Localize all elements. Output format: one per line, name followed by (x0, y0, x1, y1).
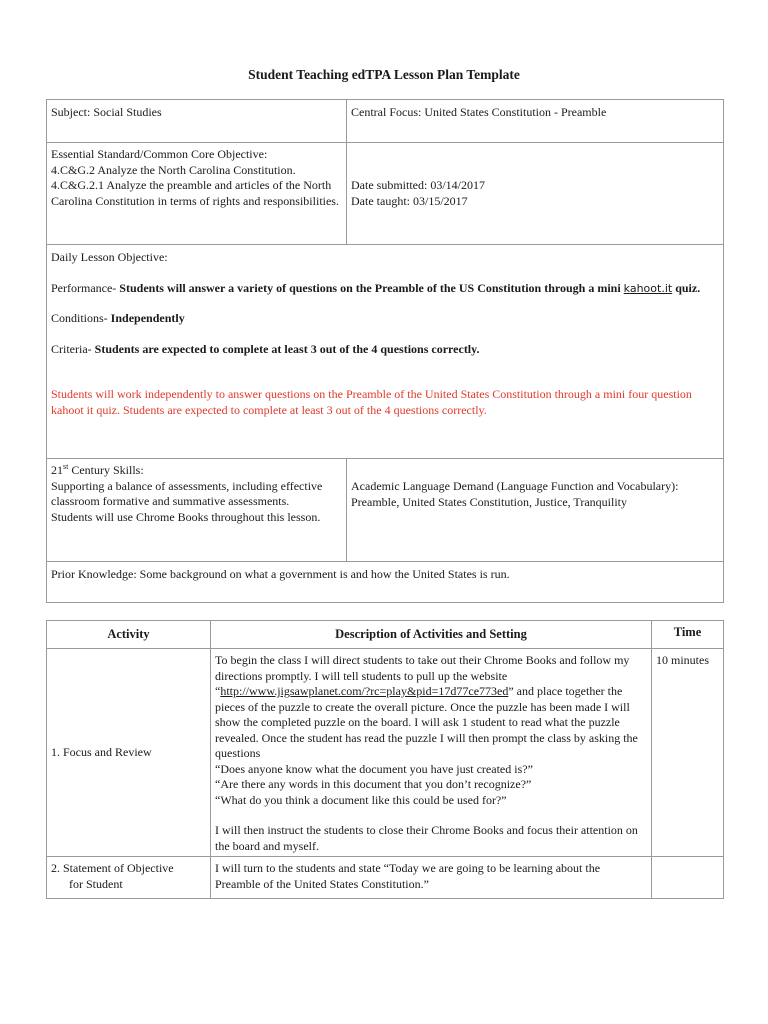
prior-knowledge-text: Prior Knowledge: Some background on what a government is and how the United States is run. (51, 567, 510, 581)
kahoot-link[interactable]: kahoot.it (623, 281, 673, 295)
conditions-line (51, 311, 719, 327)
time-cell (652, 857, 724, 899)
subject-text: Subject: Social Studies (51, 105, 162, 119)
table-row (47, 857, 724, 899)
table-row (47, 649, 724, 857)
question-3: “What do you think a document like this could be used for?” (215, 792, 507, 807)
skills-line-2: Students will use Chrome Books throughout this lesson. (51, 509, 321, 524)
description-cell (211, 857, 652, 899)
objective-statement: I will turn to the students and state “Today we are going to be learning about the Preamble of the United States Constitution.” (215, 861, 601, 891)
time-header: Time (652, 621, 724, 649)
question-1: “Does anyone know what the document you have just created is?” (215, 761, 533, 776)
quiz-text: quiz. (675, 280, 701, 295)
standard-line-2: 4.C&G.2.1 Analyze the preamble and articles of the North Carolina Constitution in terms of rights and responsibilities. (51, 178, 339, 208)
performance-label: Performance- (51, 280, 117, 295)
objective-cell (47, 245, 724, 459)
date-submitted: Date submitted: 03/14/2017 (351, 178, 485, 192)
question-2: “Are there any words in this document that you don’t recognize?” (215, 777, 532, 791)
focus-description: To begin the class I will direct students to take out their Chrome Books and follow my directions promptly. I will tell students to pull up the website “http://www.jigsawplanet.com/?rc=play&pid=17d77ce773ed” and place together the pieces of the puzzle to create the overall picture. Once the puzzle has been made I will show the completed puzzle on the board. I will ask 1 student to read what the puzzle revealed. Once the student has read the puzzle I will then prompt the class by asking the questions (215, 653, 638, 760)
activity-objective-line-1: 2. Statement of Objective (51, 861, 174, 875)
objective-heading: Daily Lesson Objective: (51, 250, 168, 264)
central-focus-cell (347, 100, 724, 143)
standard-line-1: 4.C&G.2 Analyze the North Carolina Constitution. (51, 162, 296, 177)
dates-cell (347, 143, 724, 245)
performance-text: Students will answer a variety of questions on the Preamble of the US Constitution through a mini (119, 280, 621, 295)
time-value: 10 minutes (656, 653, 709, 667)
document-title: Student Teaching edTPA Lesson Plan Template (248, 67, 520, 82)
activity-header: Activity (47, 621, 211, 649)
standard-heading: Essential Standard/Common Core Objective: (51, 147, 268, 161)
description-cell (211, 649, 652, 857)
time-cell (652, 649, 724, 857)
skills-cell (47, 459, 347, 562)
activity-cell (47, 857, 211, 899)
central-focus-text: Central Focus: United States Constitution - Preamble (351, 105, 607, 119)
prior-knowledge-cell (47, 562, 724, 603)
lesson-info-table (46, 99, 724, 603)
academic-language-text: Academic Language Demand (Language Function and Vocabulary): Preamble, United States Constitution, Justice, Tranquility (351, 479, 679, 509)
conditions-label: Conditions- (51, 311, 108, 325)
description-header: Description of Activities and Setting (211, 621, 652, 649)
skills-heading: 21st Century Skills: (51, 462, 144, 477)
performance-line (51, 281, 719, 297)
activity-objective-line-2: for Student (69, 876, 123, 891)
criteria-text: Students are expected to complete at least 3 out of the 4 questions correctly. (94, 341, 480, 356)
criteria-label: Criteria- (51, 341, 92, 356)
conditions-text: Independently (110, 311, 185, 325)
focus-closing: I will then instruct the students to close their Chrome Books and focus their attention on the board and myself. (215, 823, 638, 853)
activities-table (46, 620, 724, 899)
academic-language-cell (347, 459, 724, 562)
objective-summary: Students will work independently to answer questions on the Preamble of the United States Constitution through a mini four question kahoot it quiz. Students are expected to complete at least 3 out of the 4 questions correctly. (51, 387, 692, 417)
skills-line-1: Supporting a balance of assessments, including effective classroom formative and summative assessments. (51, 478, 323, 508)
activity-focus-review: 1. Focus and Review (51, 744, 152, 759)
activity-cell (47, 649, 211, 857)
jigsaw-link[interactable]: http://www.jigsawplanet.com/?rc=play&pid=17d77ce773ed (220, 684, 509, 698)
standard-cell (47, 143, 347, 245)
subject-cell (47, 100, 347, 143)
criteria-line (51, 342, 719, 358)
date-taught: Date taught: 03/15/2017 (351, 193, 468, 208)
